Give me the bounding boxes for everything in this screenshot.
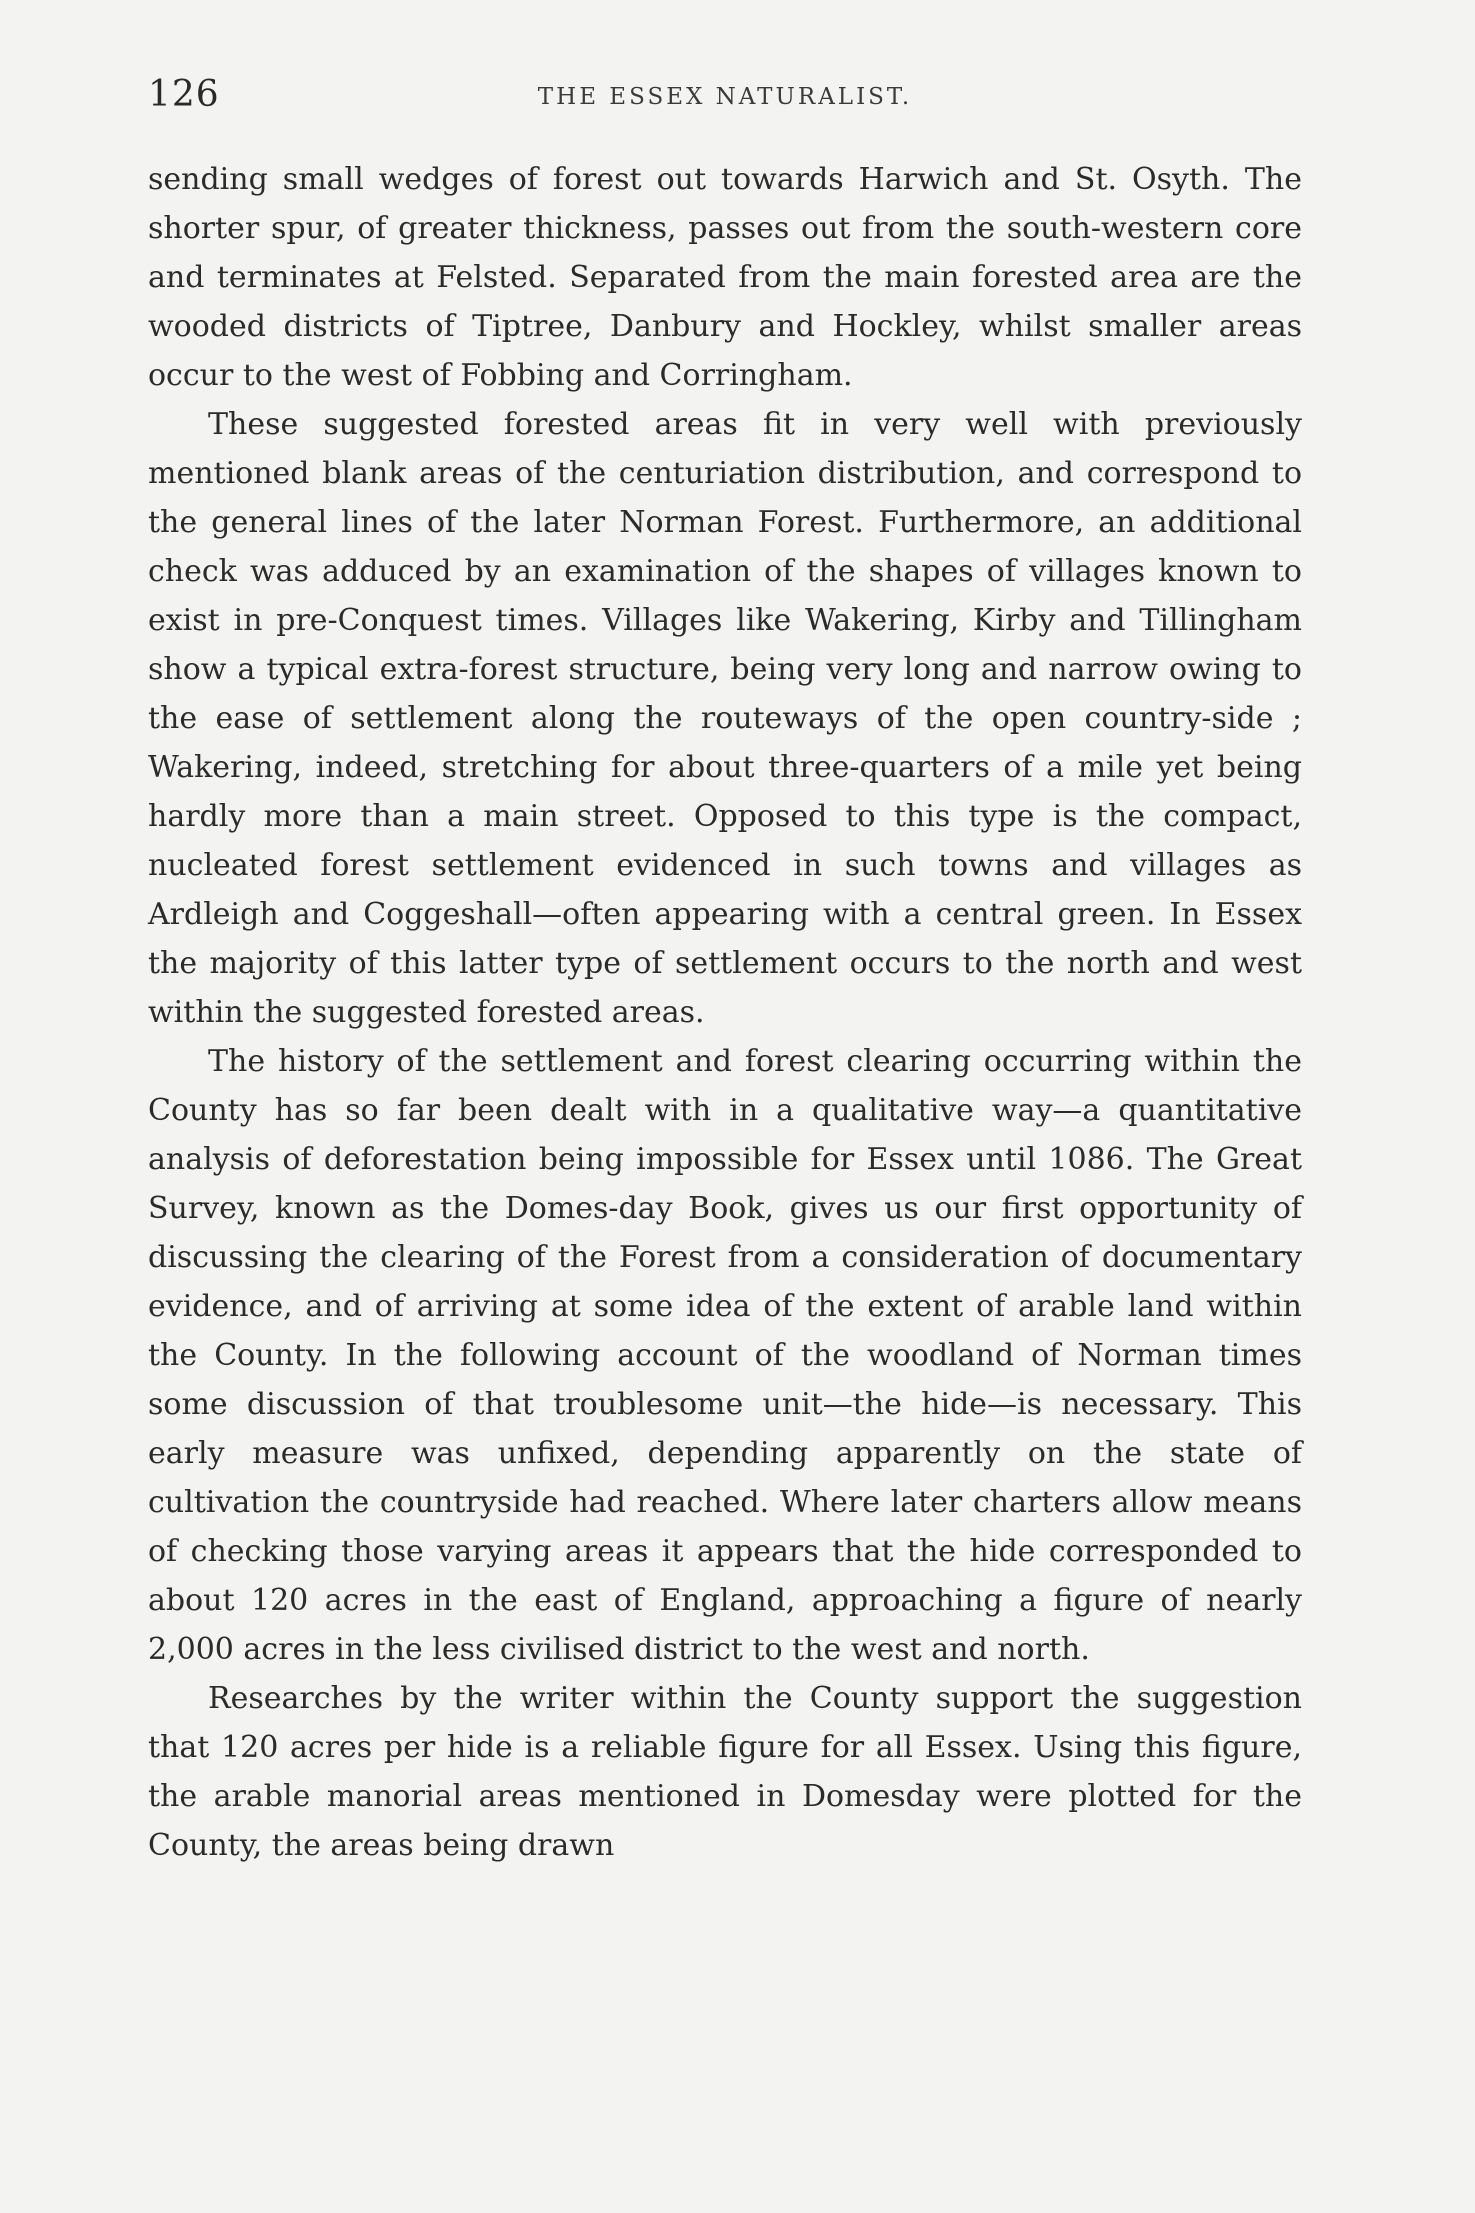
paragraph-4: Researches by the writer within the County support the suggestion that 120 acres per hide is a reliable figure for all Essex. Using this figure, the arable manorial areas mentioned in Domesday were plotted for the County, the areas being drawn xyxy=(148,1681,1302,1863)
running-head xyxy=(148,74,1302,124)
journal-title: THE ESSEX NATURALIST. xyxy=(537,84,913,110)
paragraph-1: sending small wedges of forest out towards Harwich and St. Osyth. The shorter spur, of greater thickness, passes out from the south-western core and terminates at Felsted. Separated from the main forested area are the wooded districts of Tiptree, Danbury and Hockley, whilst smaller areas occur to the west of Fobbing and Corringham. xyxy=(148,162,1302,393)
page-number: 126 xyxy=(148,74,220,115)
body-text xyxy=(148,155,1302,1870)
paragraph-2: These suggested forested areas fit in very well with previously mentioned blank areas of the centuriation distribution, and correspond to the general lines of the later Norman Forest. Furthermore, an additional check was adduced by an examination of the shapes of villages known to exist in pre-Conquest times. Villages like Wakering, Kirby and Tillingham show a typical extra-forest structure, being very long and narrow owing to the ease of settlement along the routeways of the open country-side ; Wakering, indeed, stretching for about three-quarters of a mile yet being hardly more than a main street. Opposed to this type is the compact, nucleated forest settlement evidenced in such towns and villages as Ardleigh and Coggeshall—often appearing with a central green. In Essex the majority of this latter type of settlement occurs to the north and west within the suggested forested areas. xyxy=(148,407,1302,1030)
paragraph-3: The history of the settlement and forest clearing occurring within the County has so far been dealt with in a qualitative way—a quantitative analysis of deforestation being impossible for Essex until 1086. The Great Survey, known as the Domes-day Book, gives us our first opportunity of discussing the clearing of the Forest from a consideration of documentary evidence, and of arriving at some idea of the extent of arable land within the County. In the following account of the woodland of Norman times some discussion of that troublesome unit—the hide—is necessary. This early measure was unfixed, depending apparently on the state of cultivation the countryside had reached. Where later charters allow means of checking those varying areas it appears that the hide corresponded to about 120 acres in the east of England, approaching a figure of nearly 2,000 acres in the less civilised district to the west and north. xyxy=(148,1044,1302,1667)
